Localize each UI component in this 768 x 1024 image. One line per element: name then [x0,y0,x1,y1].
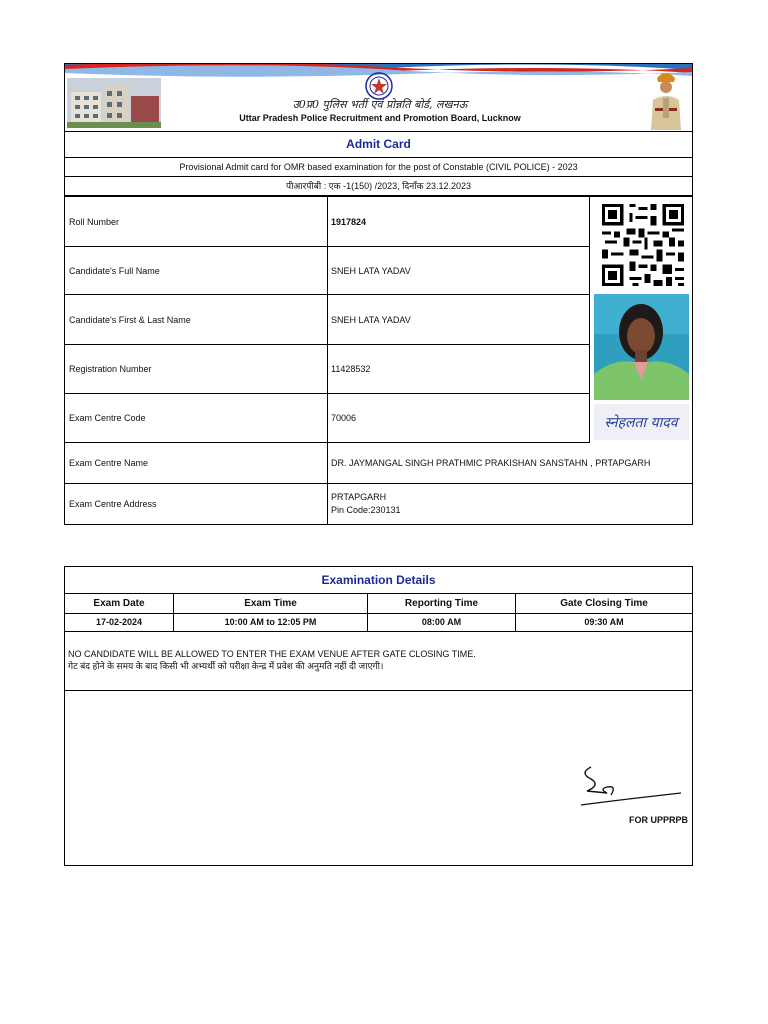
examination-details [64,566,693,866]
exam-centre-code-value: 70006 [328,394,590,443]
authority-signature [577,763,687,813]
registration-number-label: Registration Number [65,345,328,394]
gate-closing-time-header: Gate Closing Time [516,594,692,614]
full-name-label: Candidate's Full Name [65,247,328,295]
roll-number-value: 1917824 [328,197,590,247]
candidate-signature [594,404,689,440]
exam-subtitle: Provisional Admit card for OMR based examination for the post of Constable (CIVIL POLICE) - 2023 [65,158,692,177]
exam-centre-code-label: Exam Centre Code [65,394,328,443]
candidate-photo [594,294,689,400]
board-header [65,64,692,132]
reporting-time-value: 08:00 AM [368,614,516,632]
examination-details-title: Examination Details [65,567,692,594]
building-image [67,78,161,128]
gate-notice-english: NO CANDIDATE WILL BE ALLOWED TO ENTER THE EXAM VENUE AFTER GATE CLOSING TIME. [68,649,476,659]
exam-centre-address-value [328,484,692,524]
police-officer-image [643,68,689,130]
exam-time-value: 10:00 AM to 12:05 PM [174,614,368,632]
registration-number-value: 11428532 [328,345,590,394]
qr-code [596,201,690,289]
admit-card-title: Admit Card [65,132,692,158]
reference-line: पीआरपीबी : एक -1(150) /2023, दिनाँक 23.12.2023 [65,177,692,197]
full-name-value: SNEH LATA YADAV [328,247,590,295]
exam-date-value: 17-02-2024 [65,614,174,632]
exam-centre-name-value: DR. JAYMANGAL SINGH PRATHMIC PRAKISHAN SANSTAHN , PRTAPGARH [328,443,692,484]
authority-label: FOR UPPRPB [628,815,688,825]
address-line: PRTAPGARH [331,492,387,502]
reporting-time-header: Reporting Time [368,594,516,614]
police-emblem-icon [365,72,393,100]
roll-number-label: Roll Number [65,197,328,247]
first-last-name-label: Candidate's First & Last Name [65,295,328,345]
pin-code: Pin Code:230131 [331,505,401,515]
gate-notice [65,632,692,691]
gate-notice-hindi: गेट बंद होने के समय के बाद किसी भी अभ्यर्थी को परीक्षा केन्द्र में प्रवेश की अनुमति नहीं दी जाएगी। [68,661,384,671]
gate-closing-time-value: 09:30 AM [516,614,692,632]
candidate-signature-text: स्नेहलता यादव [604,415,678,431]
exam-date-header: Exam Date [65,594,174,614]
first-last-name-value: SNEH LATA YADAV [328,295,590,345]
candidate-media [592,197,692,444]
candidate-signature-image [594,404,689,440]
exam-centre-name-label: Exam Centre Name [65,443,328,484]
admit-card [64,63,693,525]
board-name-english: Uttar Pradesh Police Recruitment and Promotion Board, Lucknow [239,113,521,123]
exam-time-header: Exam Time [174,594,368,614]
board-name-hindi: उ0प्र0 पुलिस भर्ती एवं प्रोन्नति बोर्ड, लखनऊ [292,98,468,111]
exam-centre-address-label: Exam Centre Address [65,484,328,524]
